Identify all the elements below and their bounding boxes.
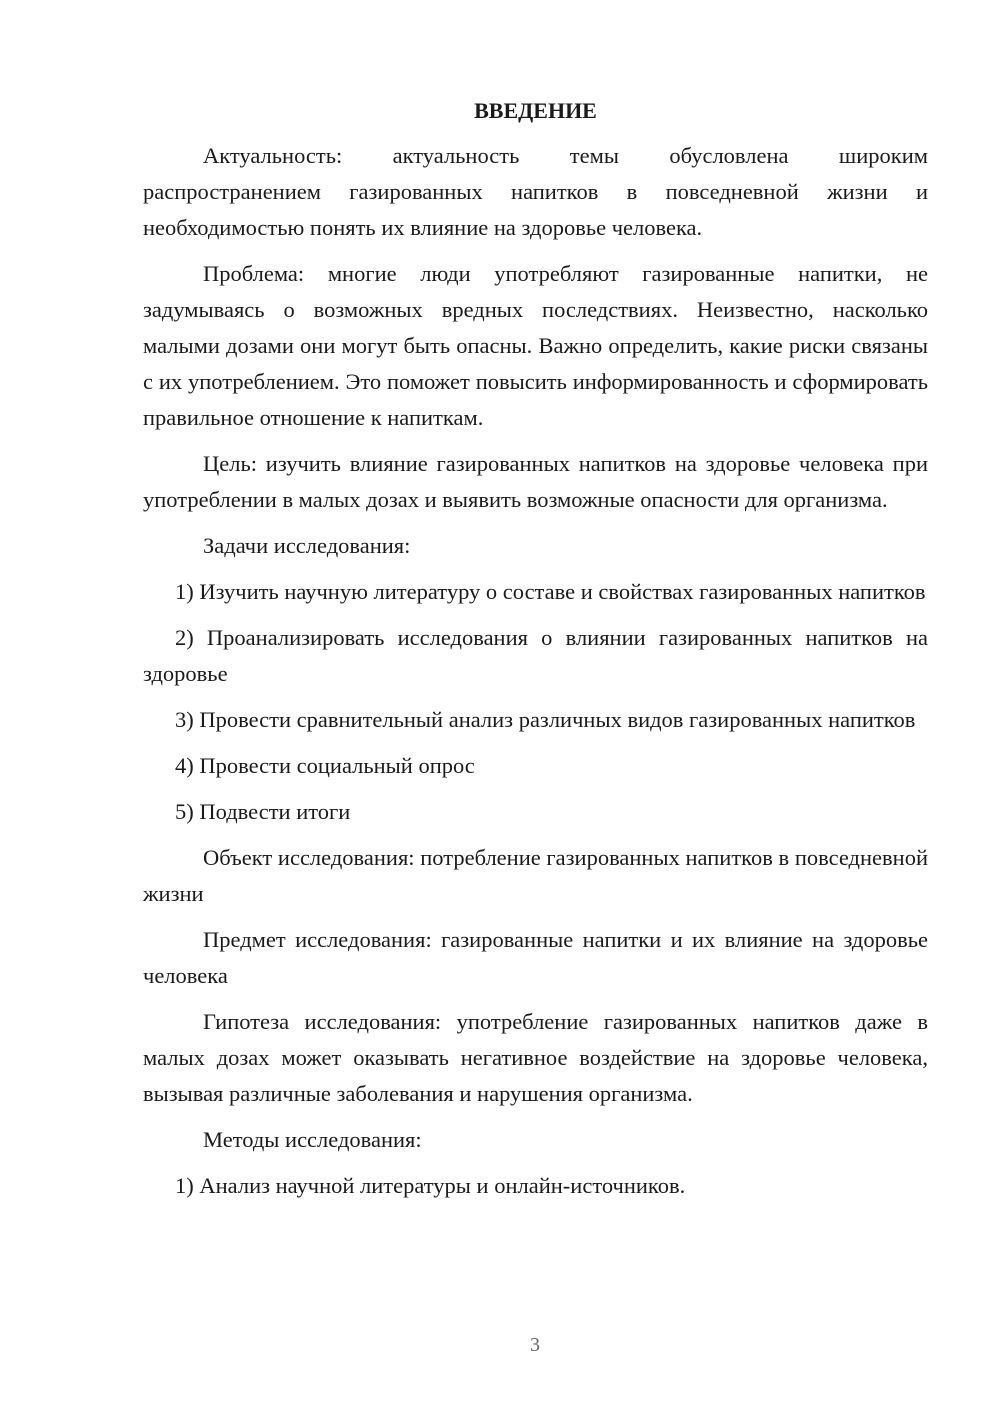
task-item-2: 2) Проанализировать исследования о влиянии газированных напитков на здоровье [143, 625, 928, 686]
methods-heading: Методы исследования: [203, 1127, 422, 1152]
page-number: 3 [530, 1334, 540, 1356]
tasks-heading: Задачи исследования: [203, 533, 411, 558]
task-item-5: 5) Подвести итоги [175, 799, 351, 824]
relevance-paragraph: Актуальность: актуальность темы обусловлена широким распространением газированных напитков в повседневной жизни и необходимостью понять их влияние на здоровье человека. [143, 143, 928, 240]
subject-paragraph: Предмет исследования: газированные напитки и их влияние на здоровье человека [143, 927, 928, 988]
document-body [143, 94, 928, 1214]
task-item-4: 4) Провести социальный опрос [175, 753, 475, 778]
object-paragraph: Объект исследования: потребление газированных напитков в повседневной жизни [143, 845, 928, 906]
method-item-1: 1) Анализ научной литературы и онлайн-источников. [175, 1173, 686, 1198]
section-title: ВВЕДЕНИЕ [474, 98, 597, 123]
goal-paragraph: Цель: изучить влияние газированных напитков на здоровье человека при употреблении в малых дозах и выявить возможные опасности для организма. [143, 451, 928, 512]
problem-paragraph: Проблема: многие люди употребляют газированные напитки, не задумываясь о возможных вредных последствиях. Неизвестно, насколько малыми дозами они могут быть опасны. Важно определить, какие риски связаны с их употреблением. Это поможет повысить информированность и сформировать правильное отношение к напиткам. [143, 261, 928, 430]
task-item-3: 3) Провести сравнительный анализ различных видов газированных напитков [175, 707, 916, 732]
task-item-1: 1) Изучить научную литературу о составе и свойствах газированных напитков [175, 579, 926, 604]
hypothesis-paragraph: Гипотеза исследования: употребление газированных напитков даже в малых дозах может оказывать негативное воздействие на здоровье человека, вызывая различные заболевания и нарушения организма. [143, 1009, 928, 1106]
